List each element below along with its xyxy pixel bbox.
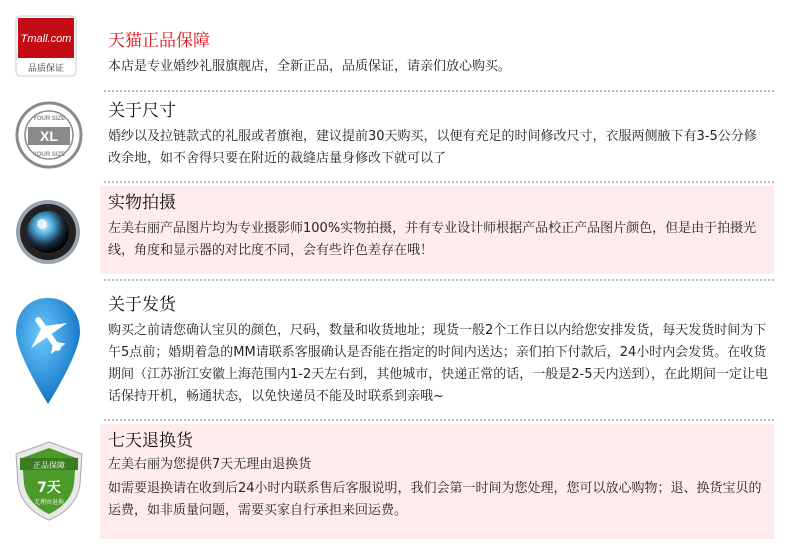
- section-title: 关于发货: [108, 295, 176, 315]
- svg-text:品质保证: 品质保证: [27, 64, 65, 74]
- section-body: 本店是专业婚纱礼服旗舰店，全新正品，品质保证，请亲们放心购买。: [108, 59, 512, 74]
- section-title: 天猫正品保障: [108, 31, 210, 51]
- divider: [104, 279, 774, 281]
- section-body-intro: 左美右丽为您提供7天无理由退换货: [108, 457, 312, 472]
- camera-lens-icon: [14, 198, 82, 266]
- size-xl-badge-icon: [14, 100, 84, 170]
- seven-day-return-shield-icon: [12, 440, 86, 522]
- svg-text:无理由退换: 无理由退换: [33, 499, 65, 506]
- airplane-shipping-icon: [14, 296, 82, 406]
- section-content: [100, 424, 774, 539]
- svg-text:正品保障: 正品保障: [33, 461, 65, 470]
- svg-text:XL: XL: [40, 128, 58, 144]
- section-size: [0, 92, 790, 178]
- section-shipping: [0, 284, 790, 414]
- section-content: [100, 94, 774, 178]
- section-title: 关于尺寸: [108, 101, 176, 121]
- tmall-guarantee-icon: [14, 14, 78, 78]
- section-seven-day-return: [0, 424, 790, 539]
- section-real-photos: [0, 186, 790, 274]
- section-content: [100, 186, 774, 274]
- section-title: 实物拍摄: [108, 193, 176, 213]
- section-body: 购买之前请您确认宝贝的颜色，尺码，数量和收货地址；现货一般2个工作日以内给您安排发货，每天发货时间为下午5点前；婚期着急的MM请联系客服确认是否能在指定的时间内送达；亲们拍下付款后，24小时内会发货。在收货期间（江苏浙江安徽上海范围内1-2天左右到，其他城市，快递正常的话，一般是2-5天内送到），在此期间一定让电话保持开机，畅通状态，以免快递员不能及时联系到亲哦~: [108, 323, 768, 404]
- section-content: [100, 288, 774, 414]
- svg-text:7天: 7天: [37, 480, 61, 496]
- svg-text:Tmall.com: Tmall.com: [20, 33, 72, 45]
- divider: [104, 181, 774, 183]
- section-title: 七天退换货: [108, 431, 193, 451]
- svg-text:YOUR SIZE: YOUR SIZE: [32, 116, 66, 122]
- svg-text:YOUR SIZE: YOUR SIZE: [32, 152, 66, 158]
- section-content: [100, 24, 774, 90]
- section-body: 婚纱以及拉链款式的礼服或者旗袍，建议提前30天购买，以便有充足的时间修改尺寸，衣服两侧腋下有3-5公分修改余地，如不舍得只要在附近的裁缝店量身修改下就可以了: [108, 129, 757, 166]
- divider: [104, 419, 774, 421]
- section-body: 如需要退换请在收到后24小时内联系售后客服说明，我们会第一时间为您处理，您可以放心购物；退、换货宝贝的运费，如非质量问题，需要买家自行承担来回运费。: [108, 481, 762, 518]
- section-body: 左美右丽产品图片均为专业摄影师100%实物拍摄，并有专业设计师根据产品校正产品图片颜色，但是由于拍摄光线，角度和显示器的对比度不同，会有些许色差存在哦！: [108, 221, 757, 258]
- section-tmall-guarantee: [0, 0, 790, 90]
